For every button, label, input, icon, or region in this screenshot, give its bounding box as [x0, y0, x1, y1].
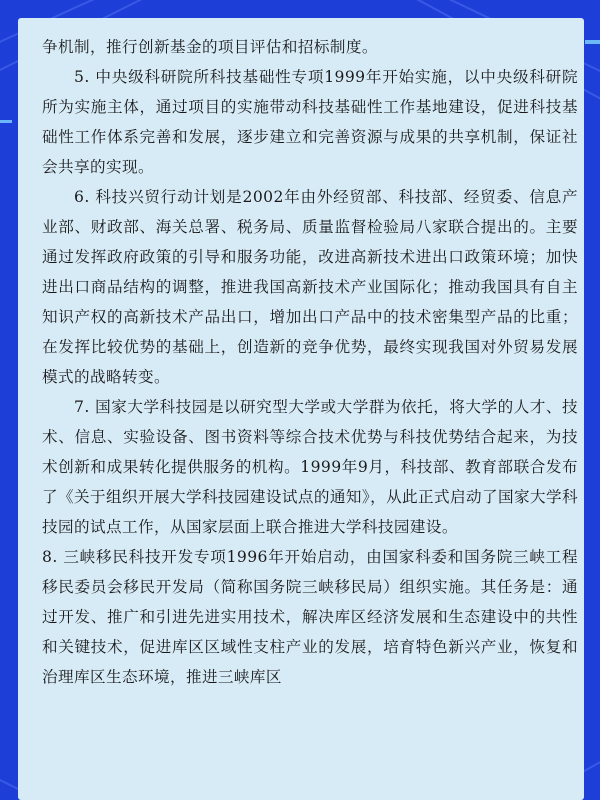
paragraph-item-5: 5. 中央级科研院所科技基础性专项1999年开始实施，以中央级科研院所为实施主体，通过项目的实施带动科技基础性工作基地建设，促进科技基础性工作体系完善和发展，逐步建立和完善资源与成果的共享机制，保证社会共享的实现。 [42, 68, 578, 176]
paragraph-item-8: 8. 三峡移民科技开发专项1996年开始启动，由国家科委和国务院三峡工程移民委员会移民开发局（简称国务院三峡移民局）组织实施。其任务是：通过开发、推广和引进先进实用技术，解决库区经济发展和生态建设中的共性和关键技术，促进库区区域性支柱产业的发展，培育特色新兴产业，恢复和治理库区生态环境，推进三峡库区 [42, 548, 578, 686]
paragraph-item-6: 6. 科技兴贸行动计划是2002年由外经贸部、科技部、经贸委、信息产业部、财政部、海关总署、税务局、质量监督检验局八家联合提出的。主要通过发挥政府政策的引导和服务功能，改进高新技术进出口政策环境；加快进出口商品结构的调整，推进我国高新技术产业国际化；推动我国具有自主知识产权的高新技术产品出口，增加出口产品中的技术密集型产品的比重；在发挥比较优势的基础上，创造新的竞争优势，最终实现我国对外贸易发展模式的战略转变。 [42, 188, 578, 386]
paragraph-item-7: 7. 国家大学科技园是以研究型大学或大学群为依托，将大学的人才、技术、信息、实验设备、图书资料等综合技术优势与科技优势结合起来，为技术创新和成果转化提供服务的机构。1999年9月，科技部、教育部联合发布了《关于组织开展大学科技园建设试点的通知》，从此正式启动了国家大学科技园的试点工作，从国家层面上联合推进大学科技园建设。 [42, 398, 578, 536]
document-page [18, 18, 584, 800]
document-body [42, 32, 578, 692]
paragraph-intro-fragment: 争机制，推行创新基金的项目评估和招标制度。 [42, 38, 378, 56]
